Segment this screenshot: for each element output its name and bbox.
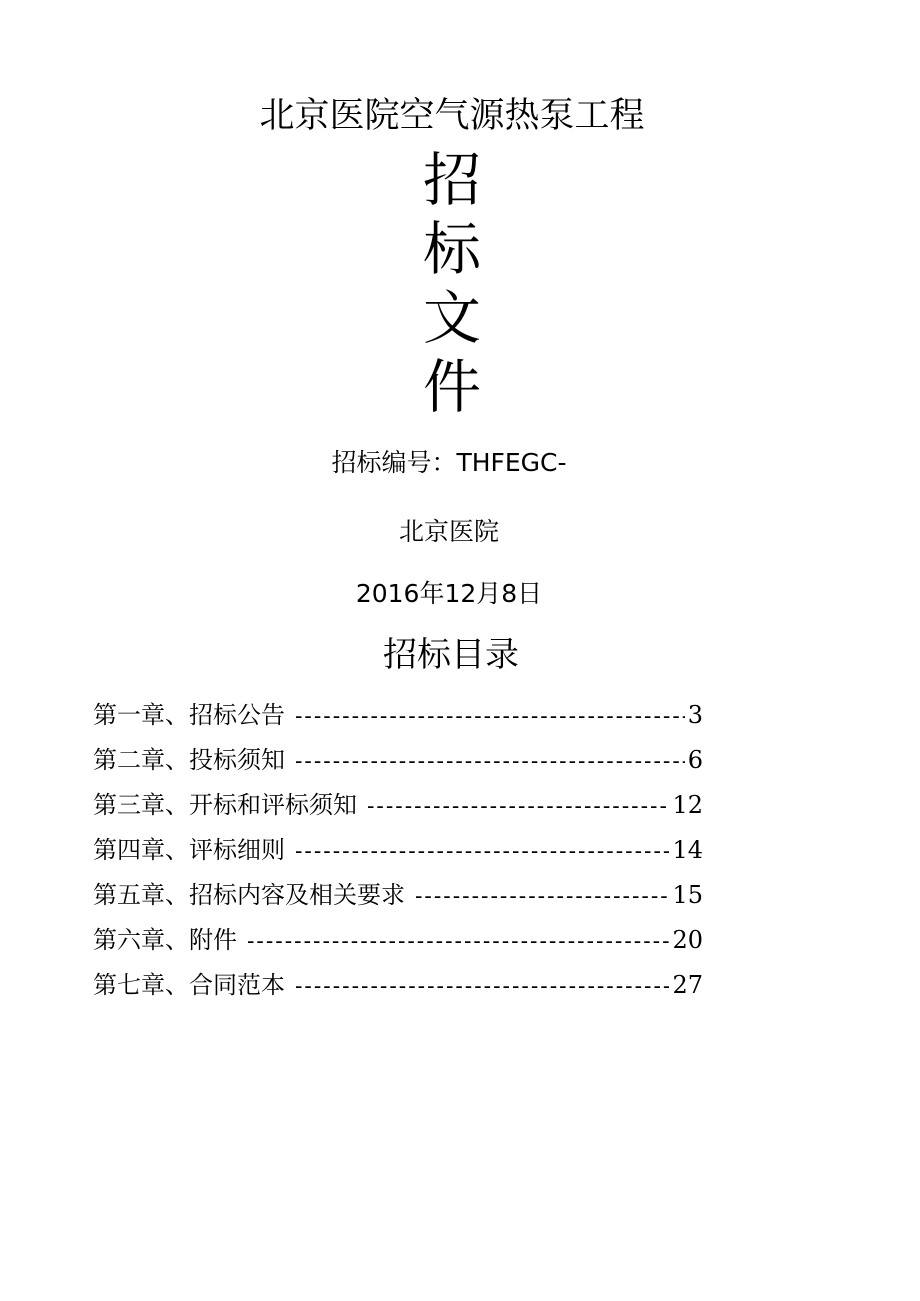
- toc-entry[interactable]: [93, 878, 703, 923]
- toc-leader-dashes: [367, 790, 669, 824]
- title-char: 件: [422, 353, 481, 421]
- toc-entry-page: 15: [672, 881, 703, 909]
- title-char: 文: [422, 284, 481, 352]
- toc-entry-label: 第六章、附件: [93, 926, 237, 954]
- toc-leader-dashes: [295, 835, 669, 869]
- document-type-title: [0, 146, 904, 422]
- toc-entry[interactable]: [93, 833, 703, 878]
- toc-entry-page: 12: [672, 791, 703, 819]
- toc-leader-dashes: [295, 745, 685, 779]
- toc-leader-dashes: [415, 880, 669, 914]
- bid-number: 招标编号：THFEGC-: [331, 448, 567, 477]
- toc-leader-dashes: [295, 700, 685, 734]
- toc-entry-page: 14: [672, 836, 703, 864]
- toc-entry-page: 6: [687, 746, 703, 774]
- toc-entry[interactable]: [93, 968, 703, 1013]
- title-char: 标: [422, 215, 481, 283]
- toc-entry-label: 第五章、招标内容及相关要求: [93, 881, 405, 909]
- toc-leader-dashes: [247, 925, 669, 959]
- table-of-contents: [93, 698, 703, 1013]
- toc-entry[interactable]: [93, 743, 703, 788]
- document-date: 2016年12月8日: [355, 579, 543, 608]
- toc-leader-dashes: [295, 970, 669, 1004]
- toc-entry-label: 第三章、开标和评标须知: [93, 791, 357, 819]
- toc-entry-page: 27: [672, 971, 703, 999]
- organization-name: 北京医院: [398, 517, 499, 546]
- toc-entry-label: 第一章、招标公告: [93, 701, 285, 729]
- toc-entry-label: 第二章、投标须知: [93, 746, 285, 774]
- toc-entry-page: 20: [672, 926, 703, 954]
- toc-entry[interactable]: [93, 788, 703, 833]
- toc-entry-label: 第七章、合同范本: [93, 971, 285, 999]
- toc-entry[interactable]: [93, 698, 703, 743]
- toc-entry[interactable]: [93, 923, 703, 968]
- toc-entry-label: 第四章、评标细则: [93, 836, 285, 864]
- toc-entry-page: 3: [687, 701, 703, 729]
- title-char: 招: [422, 146, 481, 214]
- toc-title: 招标目录: [383, 635, 519, 675]
- project-title: 北京医院空气源热泵工程: [259, 96, 645, 136]
